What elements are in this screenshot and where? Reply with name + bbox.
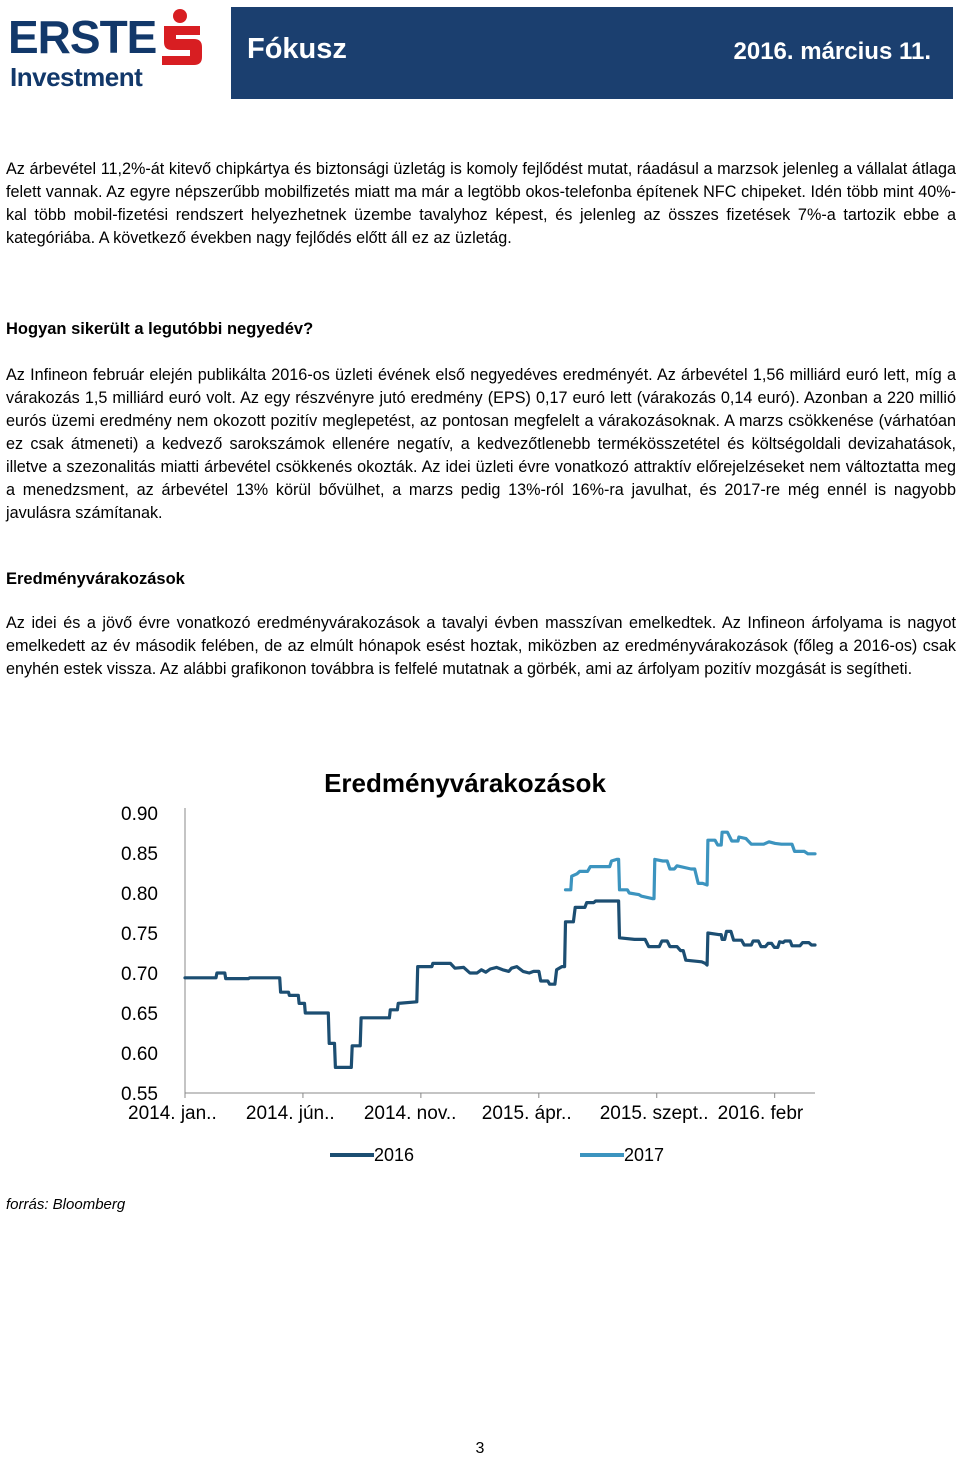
series-lines	[185, 832, 815, 1067]
y-tick-label: 0.85	[121, 844, 158, 865]
legend-label-2016: 2016	[374, 1145, 415, 1165]
paragraph-quarter-results: Az Infineon február elején publikálta 2016-os üzleti évének első negyedéves eredményét. Az árbevétel 1,56 milliárd euró lett, míg a várakozás 1,5 milliárd euró volt. Az egy részvényre jutó eredmény (EPS) 0,17 euró lett (várakozás 0,14 euró). Azonban a 220 millió eurós üzemi eredmény nem okozott pozitív meglepetést, az pontosan megfelelt a várakozásoknak. A marzs csökkenése (várhatóan ez csak átmeneti) a kedvező sarokszámok ellenére negatív, a kedvezőtlenebb termékösszetétel és költségoldali devizahatások, illetve a szezonalitás miatti árbevétel csökkenés okozták. Az idei üzleti évre vonatkozó attraktív előrejelzéseket nem változtatta meg a menedzsment, az árbevétel 13% körül bővülhet, a marzs pedig 13%-ról 16%-ra javulhat, és 2017-re még ennél is nagyobb javulásra számítanak.	[6, 366, 956, 522]
page-number: 3	[475, 1440, 485, 1457]
x-tick-label: 2016. febr	[717, 1103, 804, 1124]
erste-s-mark-icon	[158, 8, 218, 68]
x-tick-label: 2015. szept..	[599, 1103, 709, 1124]
y-axis	[121, 804, 185, 1105]
header-banner	[231, 7, 953, 99]
paragraph-chipcard: Az árbevétel 11,2%-át kitevő chipkártya és biztonsági üzletág is komoly fejlődést mutat, ráadásul a marzsok jelenleg a vállalat átlaga felett vannak. Az egyre népszerűbb mobilfizetés miatt ma már a legtöbb okos-telefonba építenek NFC chipeket. Idén több mint 40%-kal több mobil-fizetési rendszert helyezhetnek üzembe tavalyhoz képest, és jelenleg az összes fizetések 7%-a tartozik ebbe a kategóriába. A következő években nagy fejlődés előtt áll ez az üzletág.	[6, 160, 956, 247]
heading-earnings-expectations: Eredményvárakozások	[6, 570, 185, 588]
heading-last-quarter: Hogyan sikerült a legutóbbi negyedév?	[6, 320, 314, 338]
source-note: forrás: Bloomberg	[6, 1196, 126, 1213]
x-tick-label: 2014. nov..	[363, 1103, 457, 1124]
page-header	[0, 0, 960, 100]
y-tick-label: 0.90	[121, 804, 158, 825]
logo-erste-text: ERSTE	[8, 11, 157, 63]
x-tick-label: 2014. jún..	[245, 1103, 335, 1124]
y-tick-label: 0.60	[121, 1044, 158, 1065]
x-tick-label: 2014. jan..	[128, 1103, 217, 1124]
chart-title: Eredményvárakozások	[324, 768, 606, 798]
earnings-expectations-chart	[100, 758, 830, 1178]
document-date: 2016. március 11.	[733, 38, 931, 65]
y-tick-label: 0.75	[121, 924, 158, 945]
y-tick-label: 0.65	[121, 1004, 158, 1025]
y-tick-label: 0.55	[121, 1084, 158, 1105]
document-title: Fókusz	[247, 33, 347, 65]
legend-label-2017: 2017	[624, 1145, 665, 1165]
y-tick-label: 0.70	[121, 964, 158, 985]
chart-svg	[100, 758, 830, 1178]
series-line-2016	[185, 901, 815, 1067]
paragraph-earnings-expectations: Az idei és a jövő évre vonatkozó eredményvárakozások a tavalyi évben masszívan emelkedtek. Az Infineon árfolyama is nagyot emelkedett az év második felében, de az elmúlt hónapok esést hoztak, miközben az eredményvárakozások (főleg a 2016-os) csak enyhén estek vissza. Az alábbi grafikonon továbbra is felfelé mutatnak a görbék, ami az árfolyam pozitív mozgását is segítheti.	[6, 614, 956, 678]
series-line-2017	[566, 832, 816, 898]
y-tick-label: 0.80	[121, 884, 158, 905]
x-axis	[128, 1093, 815, 1124]
erste-investment-logo	[8, 8, 223, 98]
x-tick-label: 2015. ápr..	[481, 1103, 572, 1124]
chart-legend	[330, 1145, 664, 1165]
logo-investment-text: Investment	[10, 62, 143, 92]
